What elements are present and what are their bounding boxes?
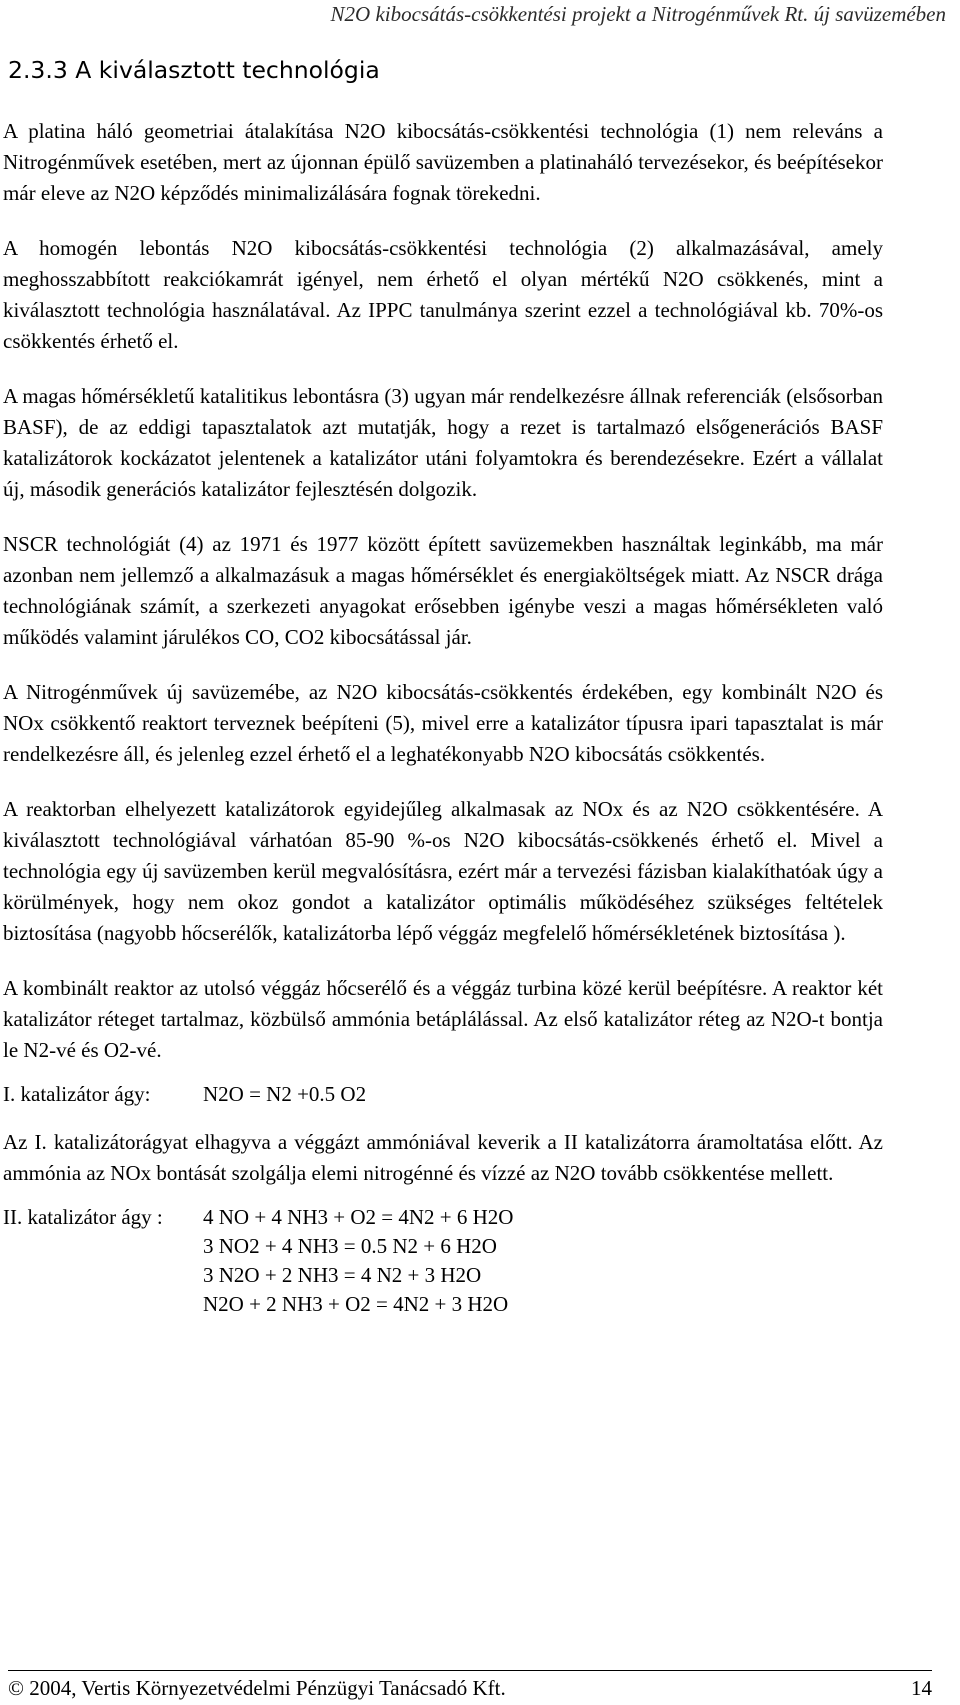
equation-block-2	[3, 1203, 883, 1319]
equation-label-2: II. katalizátor ágy :	[3, 1205, 163, 1229]
equation-line: N2O = N2 +0.5 O2	[203, 1082, 367, 1106]
section-title: 2.3.3 A kiválasztott technológia	[8, 56, 380, 84]
equation-block-1	[3, 1080, 883, 1109]
body-text	[3, 116, 883, 1343]
paragraph-7: A kombinált reaktor az utolsó véggáz hőcserélő és a véggáz turbina közé kerül beépítésre. A reaktor két katalizátor réteget tartalmaz, közbülső ammónia betáplálással. Az első katalizátor réteg az N2O-t bontja le N2-vé és O2-vé.	[3, 976, 883, 1062]
paragraph-3: A magas hőmérsékletű katalitikus lebontásra (3) ugyan már rendelkezésre állnak referenciák (elsősorban BASF), de az eddigi tapasztalatok azt mutatják, hogy a rezet is tartalmazó elsőgenerációs BASF katalizátorok kockázatot jelentenek a katalizátor utáni folyamtokra és berendezésekre. Ezért a vállalat új, második generációs katalizátor fejlesztésén dolgozik.	[3, 384, 883, 501]
footer-copyright: © 2004, Vertis Környezetvédelmi Pénzügyi Tanácsadó Kft.	[8, 1676, 506, 1700]
equation-line: N2O + 2 NH3 + O2 = 4N2 + 3 H2O	[203, 1292, 509, 1316]
paragraph-1: A platina háló geometriai átalakítása N2O kibocsátás-csökkentési technológia (1) nem releváns a Nitrogénművek esetében, mert az újonnan épülő savüzemben a platinaháló tervezésekor, és beépítésekor már eleve az N2O képződés minimalizálására fognak törekedni.	[3, 119, 883, 205]
paragraph-6: A reaktorban elhelyezett katalizátorok egyidejűleg alkalmasak az NOx és az N2O csökkentésére. A kiválasztott technológiával várhatóan 85-90 %-os N2O kibocsátás-csökkenés érhető el. Mivel a technológia egy új savüzemben kerül megvalósításra, ezért már a tervezési fázisban kialakíthatóak úgy a körülmények, hogy nem okoz gondot a katalizátor optimális működéséhez szükséges feltételek biztosítása (nagyobb hőcserélők, katalizátorba lépő véggáz megfelelő hőmérsékletének biztosítása ).	[3, 797, 883, 945]
paragraph-5: A Nitrogénművek új savüzemébe, az N2O kibocsátás-csökkentés érdekében, egy kombinált N2O és NOx csökkentő reaktort terveznek beépíteni (5), mivel erre a katalizátor típusra ipari tapasztalat is már rendelkezésre áll, és jelenleg ezzel érhető el a leghatékonyabb N2O kibocsátás csökkentés.	[3, 680, 883, 766]
footer-divider	[8, 1670, 932, 1671]
footer	[8, 1676, 932, 1701]
equation-line: 4 NO + 4 NH3 + O2 = 4N2 + 6 H2O	[203, 1205, 514, 1229]
page-number: 14	[911, 1676, 932, 1700]
equation-line: 3 NO2 + 4 NH3 = 0.5 N2 + 6 H2O	[203, 1234, 497, 1258]
paragraph-4: NSCR technológiát (4) az 1971 és 1977 között épített savüzemekben használtak leginkább, ma már azonban nem jellemző a alkalmazásuk a magas hőmérséklet és energiaköltségek miatt. Az NSCR drága technológiának számít, a szerkezeti anyagokat erősebben igénybe veszi a magas hőmérsékleten való működés valamint járulékos CO, CO2 kibocsátással jár.	[3, 532, 883, 649]
paragraph-8: Az I. katalizátorágyat elhagyva a véggázt ammóniával keverik a II katalizátorra áramoltatása előtt. Az ammónia az NOx bontását szolgálja elemi nitrogénné és vízzé az N2O tovább csökkentése mellett.	[3, 1130, 883, 1185]
equation-label-1: I. katalizátor ágy:	[3, 1082, 151, 1106]
paragraph-2: A homogén lebontás N2O kibocsátás-csökkentési technológia (2) alkalmazásával, amely meghosszabbított reakciókamrát igényel, nem érhető el olyan mértékű N2O csökkenés, mint a kiválasztott technológia használatával. Az IPPC tanulmánya szerint ezzel a technológiával kb. 70%-os csökkentés érhető el.	[3, 236, 883, 353]
running-header: N2O kibocsátás-csökkentési projekt a Nitrogénművek Rt. új savüzemében	[330, 2, 946, 26]
equation-line: 3 N2O + 2 NH3 = 4 N2 + 3 H2O	[203, 1263, 482, 1287]
